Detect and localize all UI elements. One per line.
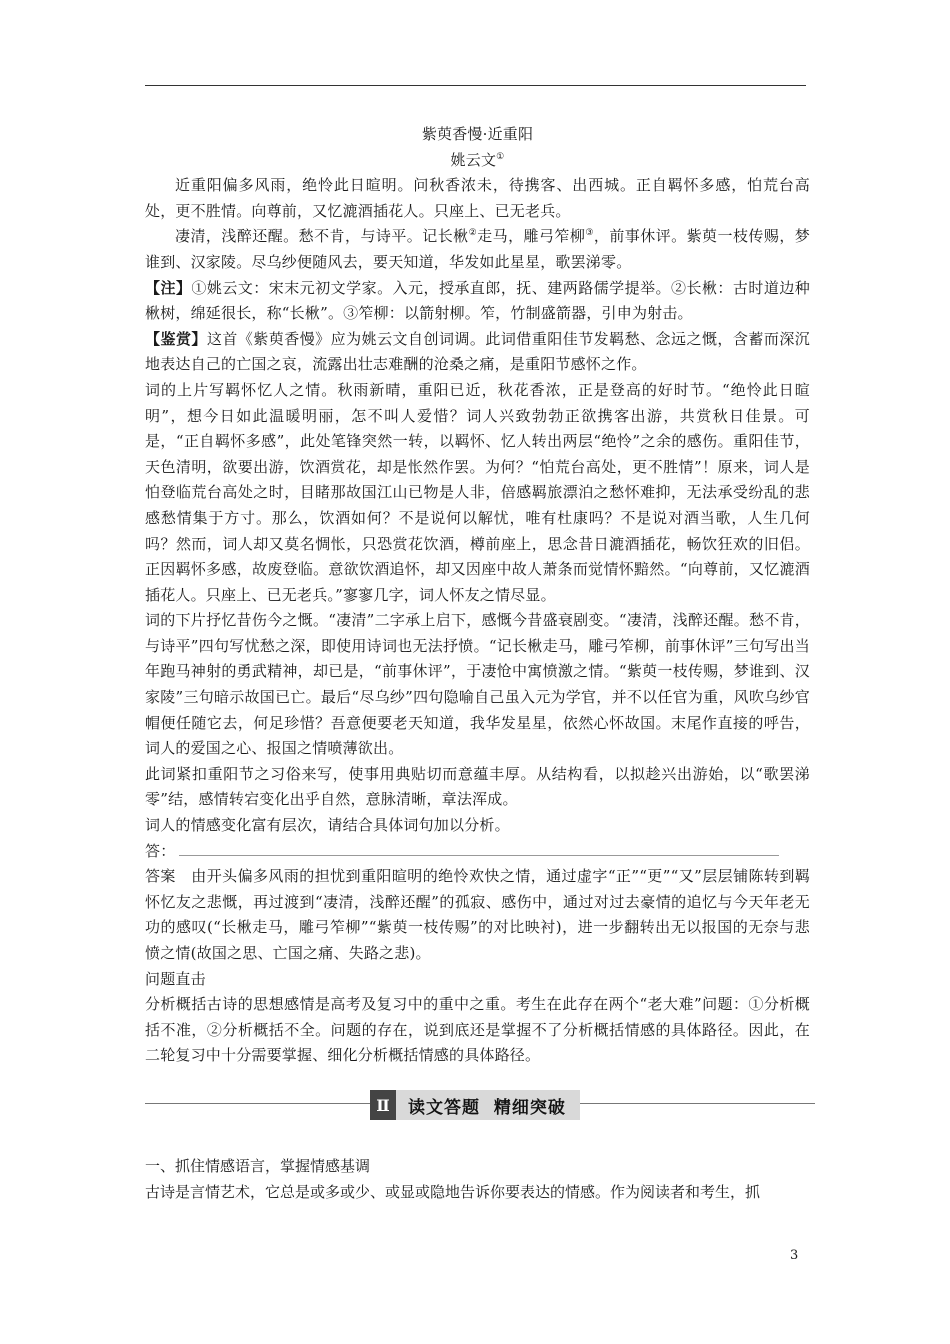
- section-title: 读文答题 精细突破: [408, 1097, 566, 1118]
- part-1-text: 古诗是言情艺术，它总是或多或少、或显或隐地告诉你要表达的情感。作为阅读者和考生，抓: [145, 1183, 761, 1201]
- appreciation-label: 【鉴赏】: [145, 329, 207, 348]
- main-content: [145, 122, 810, 1069]
- header-rule: [145, 85, 806, 86]
- appreciation-intro-text: 这首《紫萸香慢》应为姚云文自创词调。此词借重阳佳节发羁愁、念远之慨，含蓄而深沉地表达自己的亡国之哀，流露出壮志难酬的沧桑之痛，是重阳节感怀之作。: [145, 329, 810, 374]
- poem-stanza-1: 近重阳偏多风雨，绝怜此日暄明。问秋香浓未，待携客、出西城。正自羁怀多感，怕荒台高处，更不胜情。向尊前，又忆漉酒插花人。只座上、已无老兵。: [145, 176, 810, 220]
- answer-body: 由开头偏多风雨的担忧到重阳暄明的绝怜欢快之情，通过虚字“正”“更”“又”层层铺陈转到羁怀忆友之悲慨，再过渡到“凄清，浅醉还醒”的孤寂、感伤中，通过对过去豪情的追忆与今天年老无功的感叹(“长楸走马，雕弓笮柳”“紫萸一枝传赐”的对比映衬)，进一步翻转出无以报国的无奈与悲愤之情(故国之思、亡国之痛、失路之悲)。: [145, 867, 810, 962]
- poem-author: [145, 148, 810, 174]
- answer-prompt: [145, 839, 810, 865]
- footnote-mark: ③: [585, 228, 594, 239]
- author-name: 姚云文: [450, 150, 497, 169]
- answer-prompt-label: 答：: [145, 841, 176, 860]
- stanza-text: 凄清，浅醉还醒。愁不肯，与诗平。记长楸: [175, 227, 469, 246]
- answer-blank-line[interactable]: [179, 841, 779, 856]
- problem-heading: 问题直击: [145, 969, 206, 988]
- part-1: [145, 1153, 810, 1205]
- appreciation-intro: [145, 327, 810, 378]
- question-text: 词人的情感变化富有层次，请结合具体词句加以分析。: [145, 816, 510, 835]
- appreciation-para-2: 词的下片抒忆昔伤今之慨。“凄清”二字承上启下，感慨今昔盛衰剧变。“凄清，浅醉还醒。愁不肯，与诗平”四句写忧愁之深，即使用诗词也无法抒愤。“记长楸走马，雕弓笮柳，前事休评”三句写出当年跑马神射的勇武精神，却已是，“前事休评”，于凄怆中寓愤激之情。“紫萸一枝传赐，梦谁到、汉家陵”三句暗示故国已亡。最后“尽乌纱”四句隐喻自己虽入元为学官，并不以任官为重，风吹乌纱官帽便任随它去，何足珍惜？吾意便要老天知道，我华发星星，依然心怀故国。末尾作直接的呼告，词人的爱国之心、报国之情喷薄欲出。: [145, 611, 810, 758]
- notes-text: ①姚云文：宋末元初文学家。入元，授承直郎，抚、建两路儒学提举。②长楸：古时道边种楸树，绵延很长，称“长楸”。③笮柳：以箭射柳。笮，竹制盛箭器，引申为射击。: [145, 278, 810, 323]
- answer-text: [145, 864, 810, 966]
- section-number: Ⅱ: [370, 1090, 396, 1120]
- section-banner: [145, 1088, 815, 1124]
- appreciation-para-3: 此词紧扣重阳节之习俗来写，使事用典贴切而意蕴丰厚。从结构看，以拟趁兴出游始，以“歌罢涕零”结，感情转宕变化出乎自然，意脉清晰，章法浑成。: [145, 764, 810, 809]
- part-1-heading: 一、抓住情感语言，掌握情感基调: [145, 1157, 371, 1175]
- appreciation-para-1: 词的上片写羁怀忆人之情。秋雨新晴，重阳已近，秋花香浓，正是登高的好时节。“绝怜此日暄明”，想今日如此温暖明丽，怎不叫人爱惜？词人兴致勃勃正欲携客出游，共赏秋日佳景。可是，“正自羁怀多感”，此处笔锋突然一转，以羁怀、忆人转出两层“绝怜”之余的感伤。重阳佳节，天色清明，欲要出游，饮酒赏花，却是怅然作罢。为何？“怕荒台高处，更不胜情”！原来，词人是怕登临荒台高处之时，目睹那故国江山已物是人非，倍感羁旅漂泊之愁怀难抑，无法承受纷乱的悲感愁情集于方寸。那么，饮酒如何？不是说何以解忧，唯有杜康吗？不是说对酒当歌，人生几何吗？然而，词人却又莫名惆怅，只恐赏花饮酒，樽前座上，思念昔日漉酒插花，畅饮狂欢的旧侣。正因羁怀多感，故废登临。意欲饮酒追怀，却又因座中故人萧条而觉情怀黯然。“向尊前，又忆漉酒插花人。只座上、已无老兵。”寥寥几字，词人怀友之情尽显。: [145, 380, 810, 604]
- problem-text: 分析概括古诗的思想感情是高考及复习中的重中之重。考生在此存在两个“老大难”问题：①分析概括不准，②分析概括不全。问题的存在，说到底还是掌握不了分析概括情感的具体路径。因此，在二轮复习中十分需要掌握、细化分析概括情感的具体路径。: [145, 995, 810, 1065]
- poem-title: 紫萸香慢·近重阳: [421, 125, 534, 143]
- footnote-mark: ②: [468, 228, 478, 239]
- notes: [145, 276, 810, 327]
- banner-box: [370, 1090, 580, 1120]
- answer-label: 答案: [145, 867, 176, 886]
- stanza-text: 走马，雕弓笮柳: [477, 227, 586, 246]
- page-number: 3: [790, 1248, 799, 1263]
- footnote-mark: ①: [496, 151, 505, 162]
- poem-stanza-2: [145, 224, 810, 275]
- stanza-text: ，前事休评。紫萸一枝传赐，梦谁到、汉家陵。尽乌纱便随风去，要天知道，华发如此星星，歌罢涕零。: [145, 227, 810, 271]
- notes-label: 【注】: [145, 278, 192, 297]
